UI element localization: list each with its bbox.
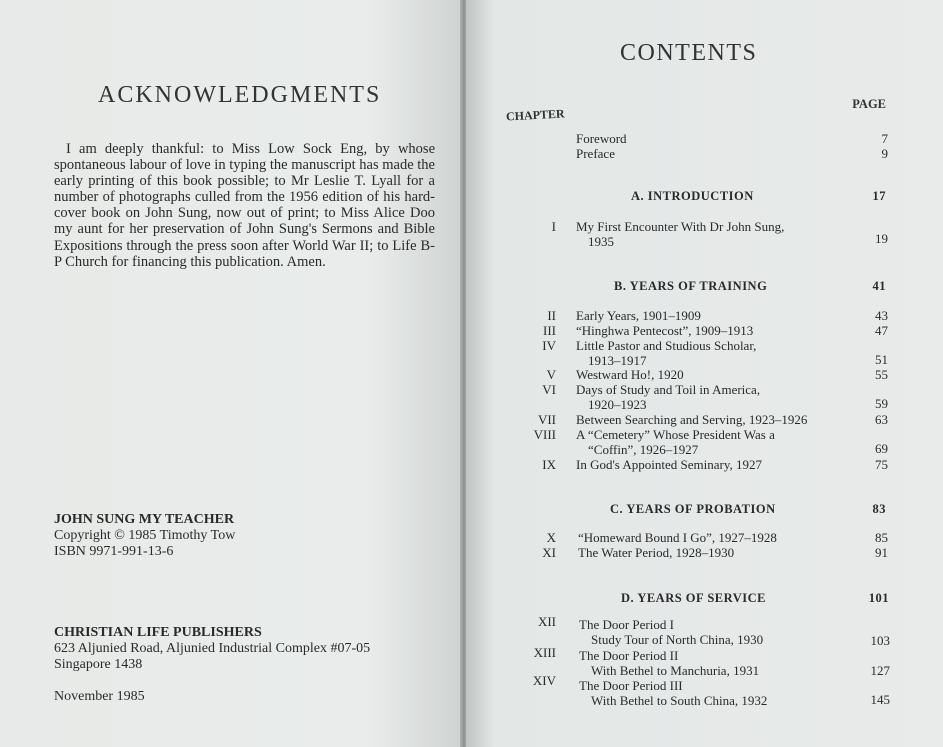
toc-entry-title-line2: With Bethel to Manchuria, 1931 xyxy=(591,662,760,678)
toc-entry-page: 75 xyxy=(875,457,888,472)
toc-entry-page: 69 xyxy=(875,441,888,456)
toc-chapter-number: II xyxy=(547,308,556,323)
toc-section-title: B. YEARS OF TRAINING xyxy=(614,279,768,293)
toc-chapter-number: IX xyxy=(542,457,556,472)
publisher-block xyxy=(54,625,370,673)
toc-chapter-number: V xyxy=(546,367,556,382)
toc-entry-title: Preface xyxy=(576,146,615,161)
toc-entry-title: Little Pastor and Studious Scholar, xyxy=(576,338,757,353)
acknowledgments-title: ACKNOWLEDGMENTS xyxy=(98,82,382,108)
toc-chapter-number: I xyxy=(551,219,556,234)
chapter-column-label: CHAPTER xyxy=(505,106,565,124)
toc-entry-title: Days of Study and Toil in America, xyxy=(576,382,761,397)
toc-entry-page: 9 xyxy=(881,146,888,161)
toc-entry-title-line2: 1913–1917 xyxy=(588,352,647,368)
toc-entry-page: 43 xyxy=(875,308,888,323)
toc-chapter-number: VI xyxy=(542,382,556,397)
isbn-line: ISBN 9971-991-13-6 xyxy=(54,544,174,559)
toc-chapter-number: VII xyxy=(537,412,556,427)
publisher-city: Singapore 1438 xyxy=(54,657,143,672)
toc-entry-page: 91 xyxy=(875,545,888,560)
toc-entry-title: A “Cemetery” Whose President Was a xyxy=(576,427,775,442)
toc-entry-title: The Door Period II xyxy=(579,648,679,663)
toc-entry-page: 145 xyxy=(870,692,890,707)
toc-section-title: D. YEARS OF SERVICE xyxy=(621,591,766,605)
toc-chapter-number: X xyxy=(546,530,556,545)
toc-entry-title: Between Searching and Serving, 1923–1926 xyxy=(576,412,808,427)
toc-chapter-number: XIV xyxy=(532,673,556,688)
toc-section-page: 41 xyxy=(872,279,886,293)
toc-entry-title-line2: With Bethel to South China, 1932 xyxy=(591,692,768,708)
toc-entry-page: 55 xyxy=(875,367,888,382)
toc-entry-title: Westward Ho!, 1920 xyxy=(576,367,684,382)
toc-entry-page: 47 xyxy=(875,323,888,338)
toc-entry-title: “Hinghwa Pentecost”, 1909–1913 xyxy=(576,323,754,338)
toc-entry-page: 127 xyxy=(870,663,890,678)
toc-entry-title-line2: 1920–1923 xyxy=(588,396,647,412)
toc-chapter-number: XII xyxy=(537,614,556,629)
toc-entry-page: 51 xyxy=(875,352,888,367)
toc-section-page: 101 xyxy=(868,591,889,605)
book-title: JOHN SUNG MY TEACHER xyxy=(54,512,235,527)
toc-entry-page: 103 xyxy=(870,633,890,648)
toc-entry-title: Early Years, 1901–1909 xyxy=(576,308,701,323)
page-column-label: PAGE xyxy=(852,97,886,111)
copyright-block xyxy=(54,512,235,560)
toc-section-title: A. INTRODUCTION xyxy=(631,189,754,203)
publication-date: November 1985 xyxy=(54,689,145,704)
toc-chapter-number: III xyxy=(543,323,556,338)
toc-chapter-number: VIII xyxy=(533,427,556,442)
toc-section-title: C. YEARS OF PROBATION xyxy=(610,502,776,516)
right-page xyxy=(466,0,943,747)
acknowledgments-paragraph: I am deeply thankful: to Miss Low Sock Eng, by whose spontaneous labour of love in typing the manuscript has made the early printing of this book possible; to Mr Leslie T. Lyall for a number of photographs culled from the 1956 edition of his hard-cover book on John Sung, now out of print; to Miss Alice Doo my aunt for her preservation of John Sung's Sermons and Bible Expositions through the press soon after World War II; to Life B-P Church for financing this publication. Amen. xyxy=(54,141,435,270)
toc-entry-title: Foreword xyxy=(576,131,627,146)
toc-entry-page: 85 xyxy=(875,530,888,545)
toc-entry-title: The Door Period III xyxy=(579,678,683,693)
toc-section-page: 17 xyxy=(872,189,886,203)
toc-entry-title-line2: “Coffin”, 1926–1927 xyxy=(588,441,699,457)
toc-entry-title: The Door Period I xyxy=(579,617,674,632)
toc-entry-title: In God's Appointed Seminary, 1927 xyxy=(576,457,763,472)
toc-entry-title: The Water Period, 1928–1930 xyxy=(578,545,735,560)
toc-entry-page: 7 xyxy=(881,131,888,146)
toc-section-page: 83 xyxy=(872,502,886,516)
toc-chapter-number: XIII xyxy=(533,645,556,660)
toc-entry-title-line2: 1935 xyxy=(588,233,614,249)
toc-chapter-number: XI xyxy=(542,545,556,560)
toc-entry-title: My First Encounter With Dr John Sung, xyxy=(576,219,785,234)
toc-entry-page: 63 xyxy=(875,412,888,427)
toc-entry-page: 59 xyxy=(875,396,888,411)
toc-entry-title-line2: Study Tour of North China, 1930 xyxy=(591,631,764,647)
publisher-name: CHRISTIAN LIFE PUBLISHERS xyxy=(54,625,262,640)
toc-entry-title: “Homeward Bound I Go”, 1927–1928 xyxy=(578,530,777,545)
contents-title: CONTENTS xyxy=(620,40,758,66)
copyright-line: Copyright © 1985 Timothy Tow xyxy=(54,528,236,543)
toc-entry-page: 19 xyxy=(875,231,888,246)
left-page xyxy=(0,0,462,747)
publisher-address: 623 Aljunied Road, Aljunied Industrial Complex #07-05 xyxy=(54,641,371,656)
toc-chapter-number: IV xyxy=(542,338,556,353)
